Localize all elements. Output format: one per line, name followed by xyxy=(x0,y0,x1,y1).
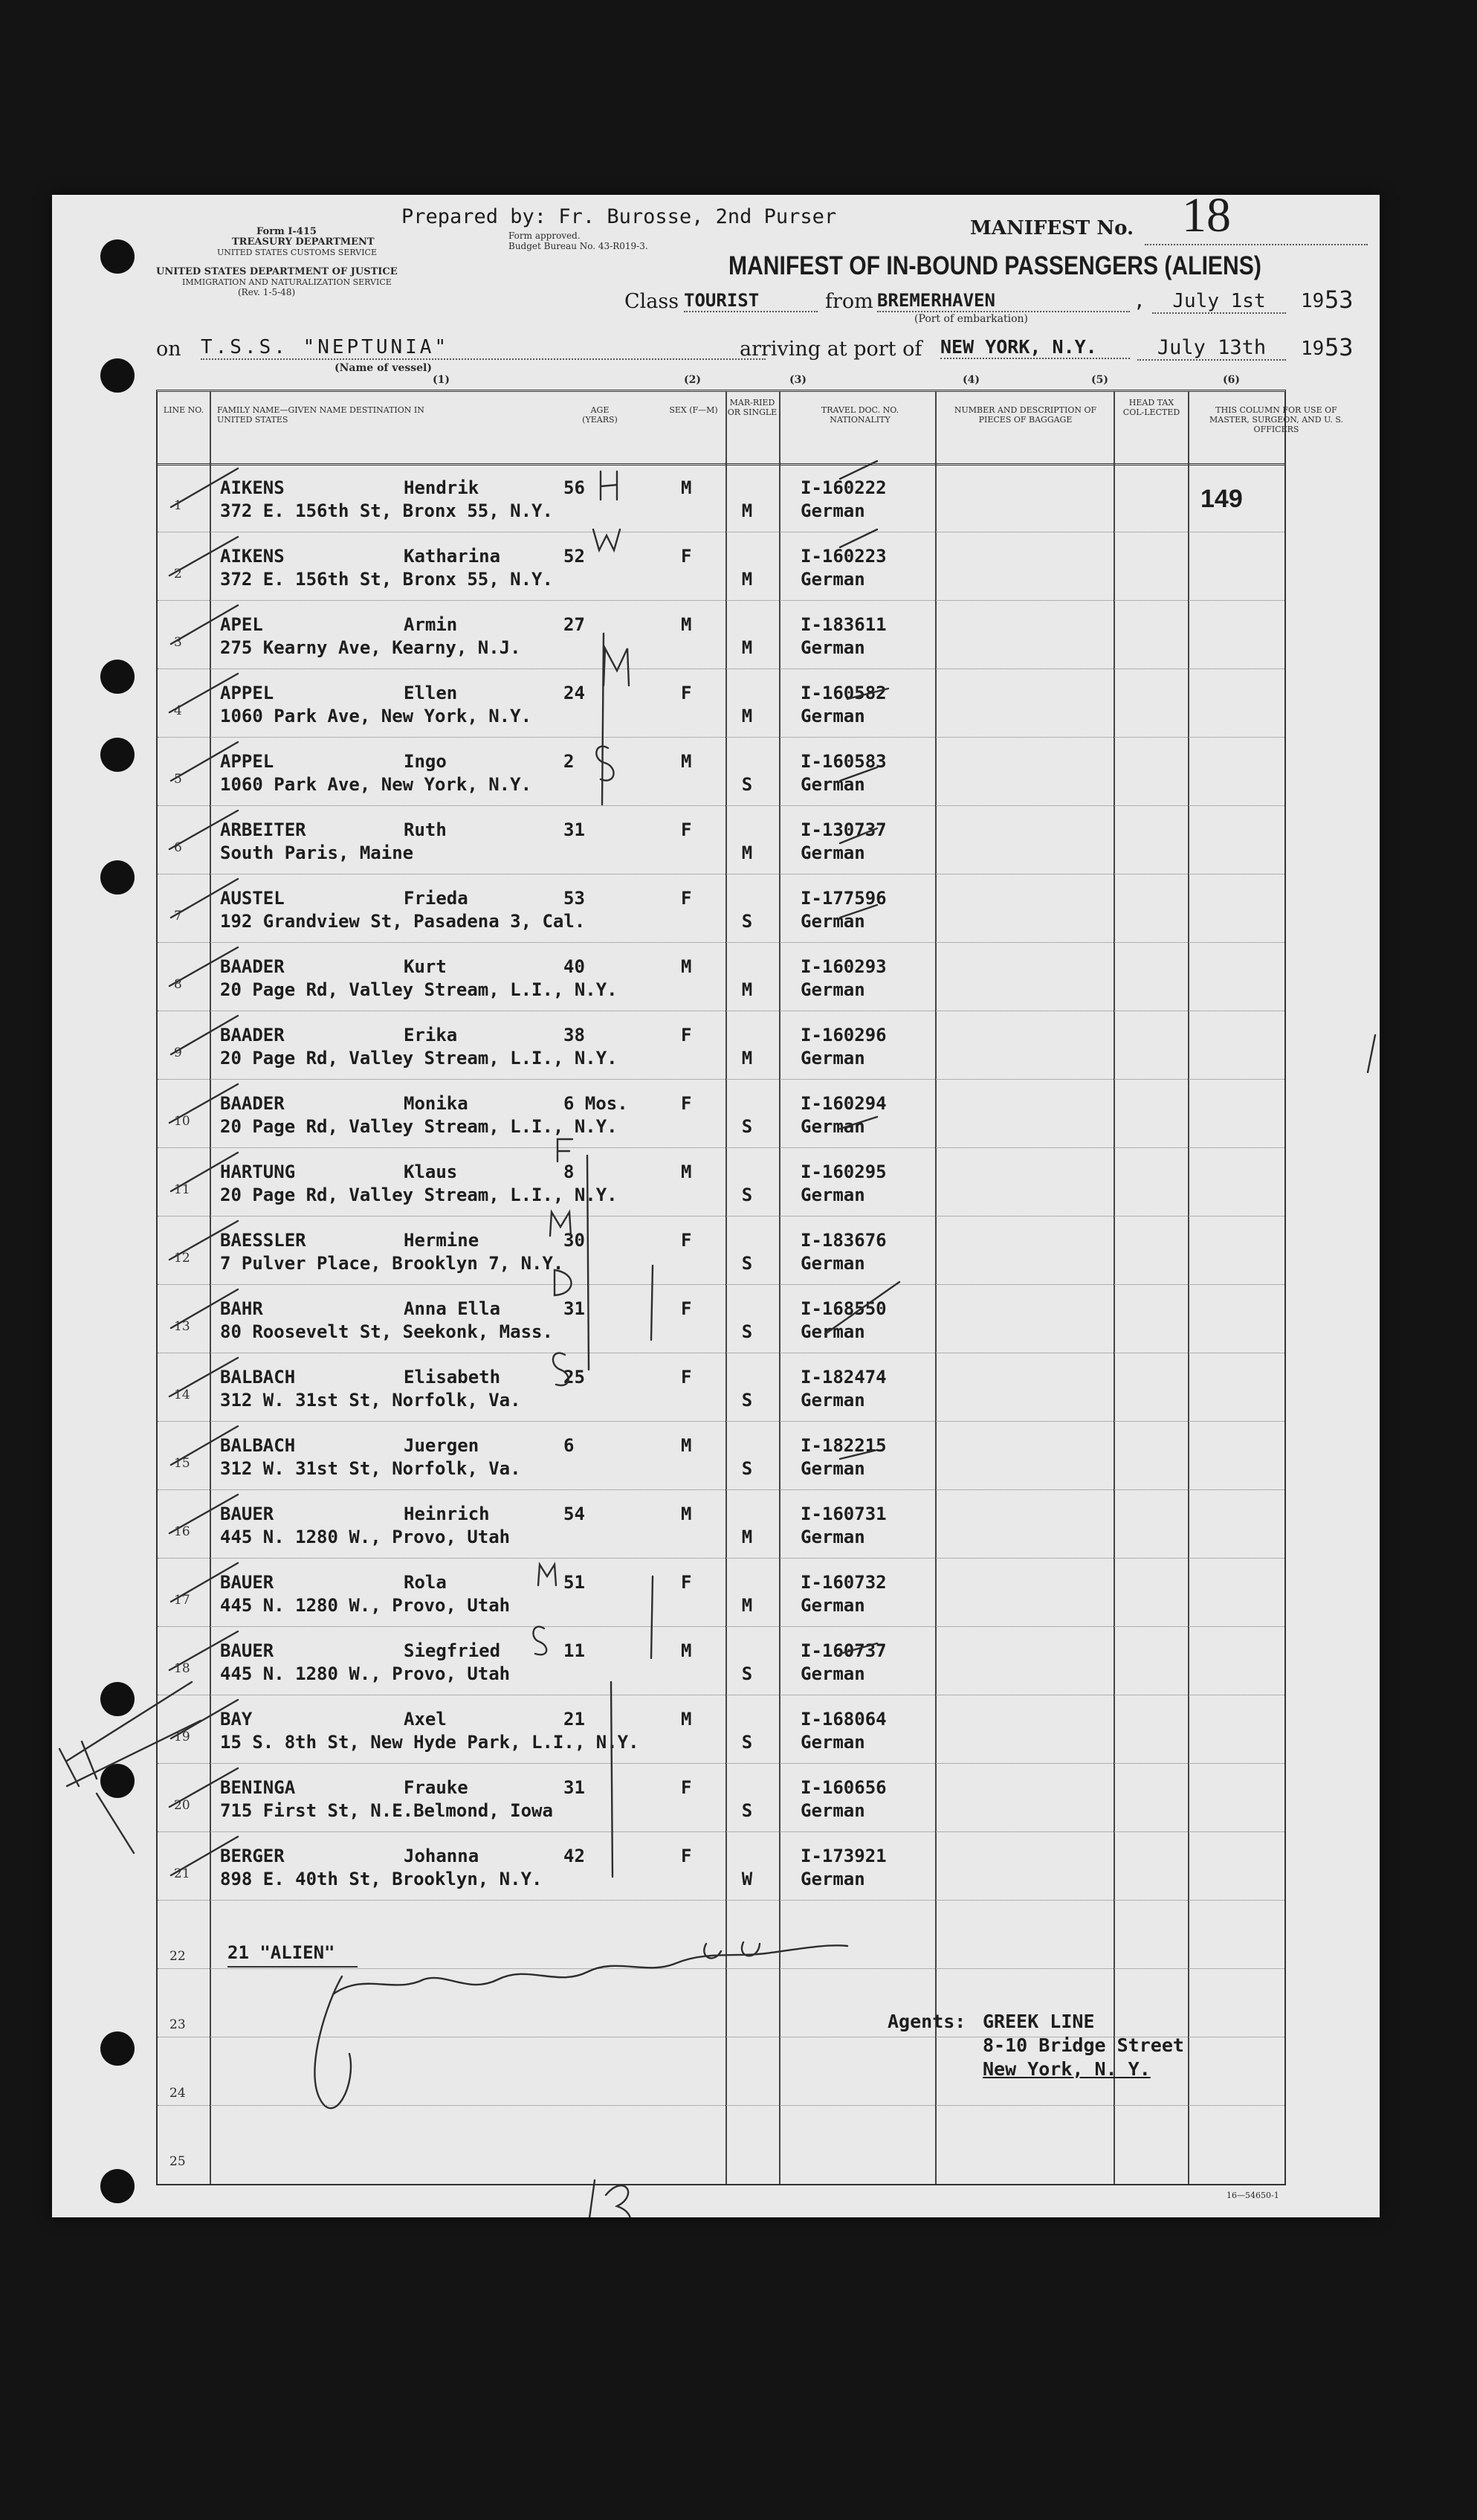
destination: 1060 Park Ave, New York, N.Y. xyxy=(220,774,532,795)
family-name: BALBACH xyxy=(220,1367,296,1388)
marital-status: S xyxy=(741,1321,753,1342)
family-name: BENINGA xyxy=(220,1777,296,1798)
travel-doc-number: I-130737 xyxy=(801,819,887,840)
given-name: Ellen xyxy=(404,683,458,703)
destination: 445 N. 1280 W., Provo, Utah xyxy=(220,1595,511,1616)
marital-status: M xyxy=(741,1595,753,1616)
marital-status: M xyxy=(741,569,753,590)
sex: M xyxy=(681,1709,692,1730)
row-separator xyxy=(158,2105,1284,2106)
family-name: AIKENS xyxy=(220,546,285,567)
marital-status: S xyxy=(741,1185,753,1205)
table-row xyxy=(156,1624,1283,1692)
line-number: 25 xyxy=(169,2154,186,2169)
marital-status: M xyxy=(741,1527,753,1547)
nationality: German xyxy=(801,1663,865,1684)
destination: 1060 Park Ave, New York, N.Y. xyxy=(220,706,532,726)
table-row xyxy=(156,1350,1283,1419)
family-name: APEL xyxy=(220,614,263,635)
header-sex: SEX (F—M) xyxy=(669,405,718,415)
manifest-label: MANIFEST No. xyxy=(970,217,1134,239)
agents-city: New York, N. Y. xyxy=(983,2058,1151,2080)
travel-doc-number: I-173921 xyxy=(801,1846,887,1866)
age: 8 xyxy=(563,1161,575,1182)
punch-hole xyxy=(100,239,135,274)
age: 6 xyxy=(563,1435,575,1456)
line-number: 15 xyxy=(174,1456,190,1471)
marital-status: M xyxy=(741,842,753,863)
col-num-2: (2) xyxy=(684,374,701,386)
summary-total: 21 "ALIEN" xyxy=(227,1942,335,1963)
table-row xyxy=(156,1419,1283,1487)
punch-hole xyxy=(100,1764,135,1798)
vessel-name: T.S.S. "NEPTUNIA" xyxy=(201,336,766,360)
embark-caption: (Port of embarkation) xyxy=(914,313,1028,325)
table-row xyxy=(156,1692,1283,1761)
destination: 20 Page Rd, Valley Stream, L.I., N.Y. xyxy=(220,1116,618,1137)
travel-doc-number: I-160223 xyxy=(801,546,887,567)
table-row xyxy=(156,529,1283,598)
sex: M xyxy=(681,956,692,977)
dept-immigration: IMMIGRATION AND NATURALIZATION SERVICE xyxy=(182,277,392,287)
age: 38 xyxy=(563,1025,585,1045)
line-number: 7 xyxy=(174,909,182,924)
travel-doc-number: I-183676 xyxy=(801,1230,887,1251)
line-number: 20 xyxy=(174,1798,190,1813)
agents-name: GREEK LINE xyxy=(983,2011,1095,2032)
arrival-year-prefix: 19 xyxy=(1301,338,1325,360)
table-row xyxy=(156,735,1283,803)
marital-status: M xyxy=(741,637,753,658)
nationality: German xyxy=(801,979,865,1000)
age: 52 xyxy=(563,546,585,567)
nationality: German xyxy=(801,1185,865,1205)
travel-doc-number: I-177596 xyxy=(801,888,887,909)
family-name: BERGER xyxy=(220,1846,285,1866)
family-name: BAUER xyxy=(220,1572,274,1593)
sex: F xyxy=(681,683,692,703)
family-name: ARBEITER xyxy=(220,819,306,840)
marital-status: S xyxy=(741,1663,753,1684)
nationality: German xyxy=(801,1253,865,1274)
age: 40 xyxy=(563,956,585,977)
marital-status: M xyxy=(741,1048,753,1069)
dept-customs: UNITED STATES CUSTOMS SERVICE xyxy=(217,248,377,257)
line-number: 18 xyxy=(174,1661,190,1676)
punch-hole xyxy=(100,660,135,694)
punch-hole xyxy=(100,2169,135,2203)
officer-count: 149 xyxy=(1200,485,1243,513)
given-name: Monika xyxy=(404,1093,468,1114)
destination: 192 Grandview St, Pasadena 3, Cal. xyxy=(220,911,586,932)
line-number: 22 xyxy=(169,1949,186,1964)
destination: 7 Pulver Place, Brooklyn 7, N.Y. xyxy=(220,1253,564,1274)
table-row xyxy=(156,940,1283,1008)
agents-address: 8-10 Bridge Street xyxy=(983,2034,1184,2056)
given-name: Hendrik xyxy=(404,477,479,498)
class-label: Class xyxy=(624,290,679,313)
travel-doc-number: I-160296 xyxy=(801,1025,887,1045)
arrival-date: July 13th xyxy=(1137,336,1286,361)
sex: M xyxy=(681,614,692,635)
punch-hole xyxy=(100,1682,135,1716)
travel-doc-number: I-160222 xyxy=(801,477,887,498)
marital-status: S xyxy=(741,774,753,795)
age: 21 xyxy=(563,1709,585,1730)
given-name: Johanna xyxy=(404,1846,479,1866)
header-head-tax: HEAD TAX COL-LECTED xyxy=(1122,398,1180,417)
family-name: BAADER xyxy=(220,1025,285,1045)
nationality: German xyxy=(801,569,865,590)
destination: 715 First St, N.E.Belmond, Iowa xyxy=(220,1800,553,1821)
header-name: FAMILY NAME—GIVEN NAME DESTINATION IN UNITED STATES xyxy=(217,405,424,425)
arrival-year-suffix: 53 xyxy=(1325,333,1354,361)
table-row xyxy=(156,598,1283,666)
nationality: German xyxy=(801,774,865,795)
age: 25 xyxy=(563,1367,585,1388)
line-number: 5 xyxy=(174,772,182,787)
given-name: Frauke xyxy=(404,1777,468,1798)
marital-status: S xyxy=(741,911,753,932)
arriving-label: arriving at port of xyxy=(740,338,922,361)
col-num-1: (1) xyxy=(433,374,450,386)
col-num-4: (4) xyxy=(963,374,980,386)
table-row xyxy=(156,803,1283,871)
table-row xyxy=(156,1829,1283,1898)
row-separator xyxy=(158,1900,1284,1901)
sex: M xyxy=(681,1161,692,1182)
age: 24 xyxy=(563,683,585,703)
col-num-5: (5) xyxy=(1091,374,1108,386)
travel-doc-number: I-160732 xyxy=(801,1572,887,1593)
line-number: 9 xyxy=(174,1045,182,1060)
destination: 372 E. 156th St, Bronx 55, N.Y. xyxy=(220,500,553,521)
travel-doc-number: I-160583 xyxy=(801,751,887,772)
line-number: 8 xyxy=(174,977,182,992)
header-line-no: LINE NO. xyxy=(163,405,204,415)
arrival-port: NEW YORK, N.Y. xyxy=(940,336,1130,359)
destination: 20 Page Rd, Valley Stream, L.I., N.Y. xyxy=(220,1185,618,1205)
given-name: Heinrich xyxy=(404,1504,490,1524)
travel-doc-number: I-183611 xyxy=(801,614,887,635)
sex: F xyxy=(681,1093,692,1114)
age: 56 xyxy=(563,477,585,498)
header-doc: TRAVEL DOC. NO. NATIONALITY xyxy=(821,405,899,425)
on-label: on xyxy=(156,338,181,361)
summary-underline xyxy=(227,1966,358,1968)
family-name: BAADER xyxy=(220,956,285,977)
punch-hole xyxy=(100,860,135,895)
nationality: German xyxy=(801,1527,865,1547)
nationality: German xyxy=(801,1595,865,1616)
age: 31 xyxy=(563,1777,585,1798)
from-label: from xyxy=(825,290,873,313)
line-number: 1 xyxy=(174,498,182,513)
age: 31 xyxy=(563,1298,585,1319)
given-name: Ruth xyxy=(404,819,447,840)
class-value: TOURIST xyxy=(684,290,818,312)
sex: M xyxy=(681,1504,692,1524)
nationality: German xyxy=(801,1869,865,1889)
family-name: BAY xyxy=(220,1709,253,1730)
travel-doc-number: I-160293 xyxy=(801,956,887,977)
footer-code: 16—54650-1 xyxy=(1226,2191,1279,2200)
family-name: BALBACH xyxy=(220,1435,296,1456)
travel-doc-number: I-160582 xyxy=(801,683,887,703)
age: 54 xyxy=(563,1504,585,1524)
nationality: German xyxy=(801,911,865,932)
line-number: 16 xyxy=(174,1524,190,1539)
revision: (Rev. 1-5-48) xyxy=(238,287,296,297)
family-name: AIKENS xyxy=(220,477,285,498)
punch-hole xyxy=(100,358,135,393)
table-row xyxy=(156,461,1283,529)
marital-status: S xyxy=(741,1458,753,1479)
header-married: MAR-RIED OR SINGLE xyxy=(727,398,778,417)
sex: F xyxy=(681,888,692,909)
destination: 445 N. 1280 W., Provo, Utah xyxy=(220,1527,511,1547)
embarkation-port: BREMERHAVEN xyxy=(877,290,1130,312)
comma: , xyxy=(1134,290,1145,312)
age: 30 xyxy=(563,1230,585,1251)
nationality: German xyxy=(801,1458,865,1479)
travel-doc-number: I-160294 xyxy=(801,1093,887,1114)
col-num-6: (6) xyxy=(1223,374,1240,386)
line-number: 11 xyxy=(174,1182,190,1197)
nationality: German xyxy=(801,1048,865,1069)
travel-doc-number: I-168550 xyxy=(801,1298,887,1319)
age: 27 xyxy=(563,614,585,635)
line-number: 10 xyxy=(174,1114,190,1129)
line-number: 17 xyxy=(174,1593,190,1608)
sex: F xyxy=(681,546,692,567)
table-row xyxy=(156,1556,1283,1624)
prepared-by: Prepared by: Fr. Burosse, 2nd Purser xyxy=(401,205,837,228)
travel-doc-number: I-160295 xyxy=(801,1161,887,1182)
nationality: German xyxy=(801,842,865,863)
marital-status: S xyxy=(741,1390,753,1411)
sex: F xyxy=(681,1230,692,1251)
form-approved: Form approved. xyxy=(508,231,581,241)
table-row xyxy=(156,871,1283,940)
budget-bureau: Budget Bureau No. 43-R019-3. xyxy=(508,241,648,251)
nationality: German xyxy=(801,500,865,521)
embark-year-suffix: 53 xyxy=(1325,286,1354,314)
table-row xyxy=(156,1282,1283,1350)
age: 6 Mos. xyxy=(563,1093,628,1114)
sex: F xyxy=(681,1777,692,1798)
embark-date: July 1st xyxy=(1152,290,1286,314)
marital-status: M xyxy=(741,706,753,726)
sex: F xyxy=(681,1846,692,1866)
form-number: Form I-415 xyxy=(256,226,317,237)
table-row xyxy=(156,1145,1283,1214)
table-row xyxy=(156,1214,1283,1282)
destination: 445 N. 1280 W., Provo, Utah xyxy=(220,1663,511,1684)
line-number: 21 xyxy=(174,1866,190,1881)
given-name: Ingo xyxy=(404,751,447,772)
line-number: 3 xyxy=(174,635,182,650)
given-name: Erika xyxy=(404,1025,458,1045)
given-name: Rola xyxy=(404,1572,447,1593)
age: 51 xyxy=(563,1572,585,1593)
col-num-3: (3) xyxy=(789,374,807,386)
sex: M xyxy=(681,477,692,498)
punch-hole xyxy=(100,738,135,772)
given-name: Katharina xyxy=(404,546,501,567)
given-name: Anna Ella xyxy=(404,1298,501,1319)
travel-doc-number: I-182474 xyxy=(801,1367,887,1388)
destination: 898 E. 40th St, Brooklyn, N.Y. xyxy=(220,1869,543,1889)
travel-doc-number: I-160731 xyxy=(801,1504,887,1524)
header-officers: THIS COLUMN FOR USE OF MASTER, SURGEON, AND U. S. OFFICERS xyxy=(1209,405,1343,434)
line-number: 23 xyxy=(169,2017,186,2032)
table-row xyxy=(156,666,1283,735)
family-name: BAHR xyxy=(220,1298,263,1319)
sex: F xyxy=(681,1367,692,1388)
family-name: AUSTEL xyxy=(220,888,285,909)
destination: South Paris, Maine xyxy=(220,842,414,863)
line-number: 2 xyxy=(174,567,182,581)
marital-status: S xyxy=(741,1116,753,1137)
given-name: Elisabeth xyxy=(404,1367,501,1388)
family-name: APPEL xyxy=(220,751,274,772)
family-name: APPEL xyxy=(220,683,274,703)
given-name: Klaus xyxy=(404,1161,458,1182)
travel-doc-number: I-160737 xyxy=(801,1640,887,1661)
vessel-caption: (Name of vessel) xyxy=(334,362,432,374)
given-name: Armin xyxy=(404,614,458,635)
age: 42 xyxy=(563,1846,585,1866)
nationality: German xyxy=(801,1116,865,1137)
destination: 20 Page Rd, Valley Stream, L.I., N.Y. xyxy=(220,1048,618,1069)
embark-year-prefix: 19 xyxy=(1301,290,1325,312)
table-row xyxy=(156,1077,1283,1145)
sex: F xyxy=(681,1298,692,1319)
family-name: BAUER xyxy=(220,1504,274,1524)
manifest-number: 18 xyxy=(1182,188,1231,242)
destination: 80 Roosevelt St, Seekonk, Mass. xyxy=(220,1321,553,1342)
given-name: Axel xyxy=(404,1709,447,1730)
row-separator xyxy=(158,1968,1284,1969)
given-name: Hermine xyxy=(404,1230,479,1251)
given-name: Juergen xyxy=(404,1435,479,1456)
sex: M xyxy=(681,1435,692,1456)
punch-hole xyxy=(100,2031,135,2066)
destination: 312 W. 31st St, Norfolk, Va. xyxy=(220,1458,521,1479)
line-number: 19 xyxy=(174,1730,190,1744)
table-row xyxy=(156,1761,1283,1829)
age: 53 xyxy=(563,888,585,909)
dept-treasury: TREASURY DEPARTMENT xyxy=(232,236,375,248)
agents-label: Agents: xyxy=(888,2011,966,2032)
marital-status: M xyxy=(741,979,753,1000)
dept-justice: UNITED STATES DEPARTMENT OF JUSTICE xyxy=(156,266,398,277)
nationality: German xyxy=(801,1321,865,1342)
manifest-page xyxy=(52,188,1380,2217)
line-number: 4 xyxy=(174,703,182,718)
sex: M xyxy=(681,1640,692,1661)
marital-status: S xyxy=(741,1253,753,1274)
manifest-title: MANIFEST OF IN-BOUND PASSENGERS (ALIENS) xyxy=(728,251,1261,280)
sex: F xyxy=(681,1025,692,1045)
nationality: German xyxy=(801,1800,865,1821)
destination: 372 E. 156th St, Bronx 55, N.Y. xyxy=(220,569,553,590)
header-age: AGE (YEARS) xyxy=(582,405,618,425)
table-row xyxy=(156,1487,1283,1556)
marital-status: M xyxy=(741,500,753,521)
line-number: 13 xyxy=(174,1319,190,1334)
line-number: 24 xyxy=(169,2086,186,2101)
nationality: German xyxy=(801,706,865,726)
marital-status: S xyxy=(741,1800,753,1821)
age: 31 xyxy=(563,819,585,840)
header-baggage: NUMBER AND DESCRIPTION OF PIECES OF BAGGAGE xyxy=(954,405,1097,425)
marital-status: S xyxy=(741,1732,753,1753)
family-name: HARTUNG xyxy=(220,1161,296,1182)
manifest-underline xyxy=(1145,244,1368,245)
sex: F xyxy=(681,1572,692,1593)
destination: 312 W. 31st St, Norfolk, Va. xyxy=(220,1390,521,1411)
travel-doc-number: I-168064 xyxy=(801,1709,887,1730)
destination: 275 Kearny Ave, Kearny, N.J. xyxy=(220,637,521,658)
travel-doc-number: I-182215 xyxy=(801,1435,887,1456)
nationality: German xyxy=(801,1732,865,1753)
destination: 15 S. 8th St, New Hyde Park, L.I., N.Y. xyxy=(220,1732,639,1753)
family-name: BAESSLER xyxy=(220,1230,306,1251)
marital-status: W xyxy=(741,1869,753,1889)
nationality: German xyxy=(801,1390,865,1411)
line-number: 6 xyxy=(174,840,182,855)
family-name: BAADER xyxy=(220,1093,285,1114)
destination: 20 Page Rd, Valley Stream, L.I., N.Y. xyxy=(220,979,618,1000)
family-name: BAUER xyxy=(220,1640,274,1661)
age: 11 xyxy=(563,1640,585,1661)
given-name: Frieda xyxy=(404,888,468,909)
sex: M xyxy=(681,751,692,772)
line-number: 12 xyxy=(174,1251,190,1266)
travel-doc-number: I-160656 xyxy=(801,1777,887,1798)
given-name: Kurt xyxy=(404,956,447,977)
line-number: 14 xyxy=(174,1388,190,1402)
nationality: German xyxy=(801,637,865,658)
table-row xyxy=(156,1008,1283,1077)
sex: F xyxy=(681,819,692,840)
given-name: Siegfried xyxy=(404,1640,501,1661)
age: 2 xyxy=(563,751,575,772)
